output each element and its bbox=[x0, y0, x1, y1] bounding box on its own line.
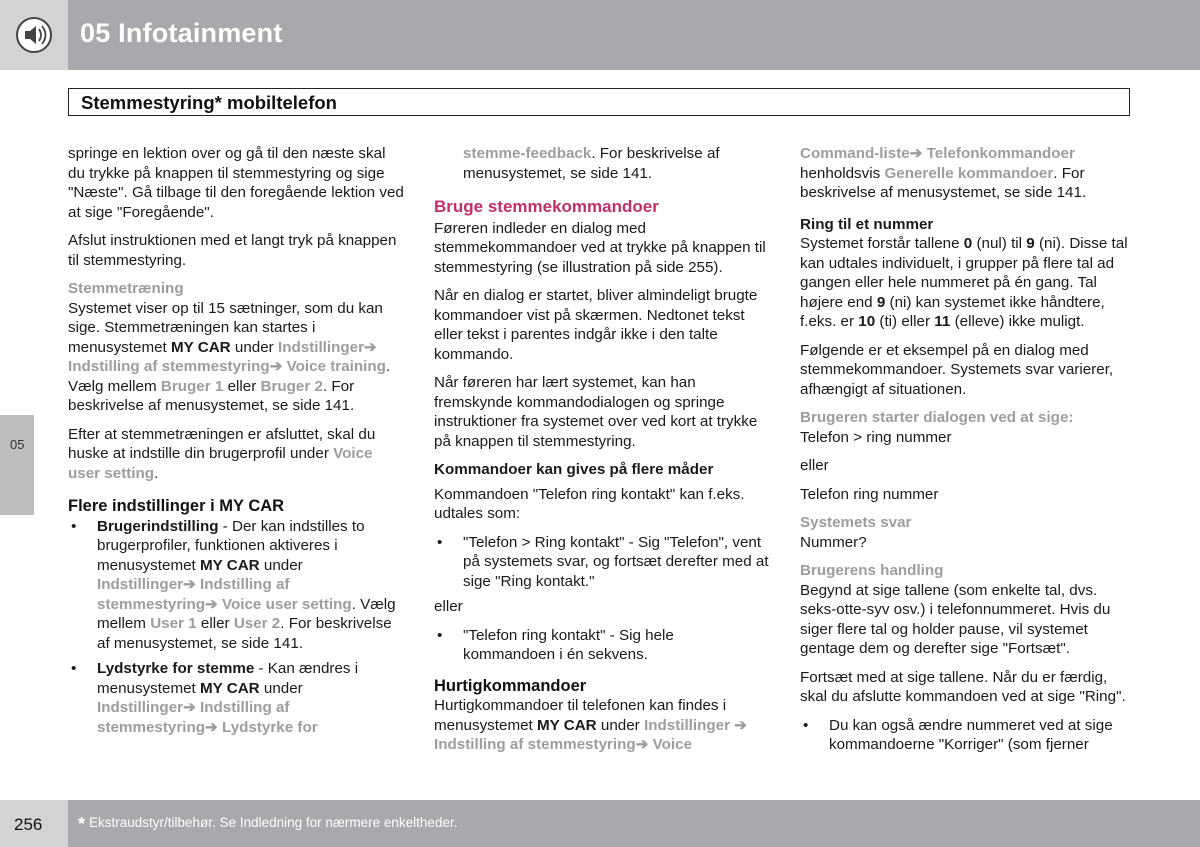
paragraph: Telefon > ring nummer bbox=[800, 428, 952, 446]
paragraph: Kommandoen "Telefon ring kontakt" kan f.eks. udtales som: bbox=[434, 485, 745, 522]
heading: Hurtigkommandoer bbox=[434, 676, 587, 695]
subheading: Systemets svar bbox=[800, 514, 912, 531]
paragraph: Efter at stemmetræningen er afsluttet, skal du huske at indstille din brugerprofil under Voice user setting. bbox=[68, 425, 376, 482]
paragraph: Begynd at sige tallene (som enkelte tal, dvs. seks-otte-syv osv.) i telefonnummeret. Hvis du siger flere tal og holder pause, vil systemet gentage dem og derefter sige "Fortsæt". bbox=[800, 581, 1111, 657]
paragraph: Telefon ring nummer bbox=[800, 485, 939, 503]
list-item: • "Telefon > Ring kontakt" - Sig "Telefon", vent på systemets svar, og fortsæt derefter med at sige "Ring kontakt." bbox=[434, 533, 770, 592]
heading: Bruge stemmekommandoer bbox=[434, 197, 659, 216]
list-item: • Lydstyrke for stemme - Kan ændres i menusystemet MY CAR under Indstillinger➔ Indstilling af stemmestyring➔ Lydstyrke for bbox=[68, 659, 404, 737]
paragraph: springe en lektion over og gå til den næste skal du trykke på knappen til stemmestyring og sige "Næste". Gå tilbage til den foregående lektion ved at sige "Foregående". bbox=[68, 145, 404, 221]
side-tab-label: 05 bbox=[10, 437, 25, 452]
subheading: Brugerens handling bbox=[800, 562, 944, 579]
list-item: • "Telefon ring kontakt" - Sig hele kommandoen i én sekvens. bbox=[434, 626, 770, 665]
heading: Ring til et nummer bbox=[800, 215, 934, 233]
heading: Kommandoer kan gives på flere måder bbox=[434, 461, 714, 478]
page-number: 256 bbox=[14, 815, 43, 834]
paragraph: Nummer? bbox=[800, 533, 867, 551]
subheading: Stemmetræning bbox=[68, 280, 184, 297]
chapter-title: 05 Infotainment bbox=[80, 18, 283, 48]
subheading: Brugeren starter dialogen ved at sige: bbox=[800, 409, 1074, 426]
paragraph: Følgende er et eksempel på en dialog med stemmekommandoer. Systemets svar varierer, afhængigt af situationen. bbox=[800, 341, 1114, 398]
paragraph: Fortsæt med at sige tallene. Når du er færdig, skal du afslutte kommandoen ved at sige "Ring". bbox=[800, 668, 1126, 705]
list-item: • Brugerindstilling - Der kan indstilles to brugerprofiler, funktionen aktiveres i menusystemet MY CAR under Indstillinger➔ Indstilling af stemmestyring➔ Voice user setting. Vælg mellem User 1 eller User 2. For beskrivelse af menusystemet, se side 141. bbox=[68, 517, 404, 654]
column-1 bbox=[68, 144, 404, 743]
list-item: • Du kan også ændre nummeret ved at sige kommandoerne "Korriger" (som fjerner bbox=[800, 716, 1136, 755]
paragraph: eller bbox=[800, 457, 829, 474]
paragraph: Command-liste➔ Telefonkommandoer henholdsvis Generelle kommandoer. For beskrivelse af menusystemet, se side 141. bbox=[800, 145, 1087, 201]
chapter-icon-box bbox=[0, 0, 68, 70]
paragraph: eller bbox=[434, 598, 463, 615]
footnote: * Ekstraudstyr/tilbehør. Se Indledning for nærmere enkeltheder. bbox=[78, 814, 458, 834]
paragraph: Systemet forstår tallene 0 (nul) til 9 (ni). Disse tal kan udtales individuelt, i grupper på flere tal ad gangen eller hele nummeret på én gang. Tal højere end 9 (ni) kan systemet ikke håndtere, f.eks. er 10 (ti) eller 11 (elleve) ikke muligt. bbox=[800, 235, 1128, 330]
side-chapter-tab bbox=[0, 415, 34, 515]
paragraph: Afslut instruktionen med et langt tryk på knappen til stemmestyring. bbox=[68, 232, 397, 269]
speaker-voice-icon bbox=[0, 0, 68, 70]
paragraph: Når en dialog er startet, bliver almindeligt brugte kommandoer vist på skærmen. Nedtonet tekst eller tekst i parentes indgår ikke i den talte kommando. bbox=[434, 287, 758, 363]
paragraph: Føreren indleder en dialog med stemmekommandoer ved at trykke på knappen til stemmestyring (se illustration på side 255). bbox=[434, 219, 766, 276]
paragraph: Hurtigkommandoer til telefonen kan findes i menusystemet MY CAR under Indstillinger ➔ Indstilling af stemmestyring➔ Voice bbox=[434, 697, 747, 753]
paragraph: Når føreren har lært systemet, kan han fremskynde kommandodialogen og springe instruktioner fra systemet over ved kort at trykke på knappen til stemmestyring. bbox=[434, 374, 758, 450]
section-title-box bbox=[68, 88, 1130, 116]
paragraph: stemme-feedback. For beskrivelse af menusystemet, se side 141. bbox=[463, 145, 720, 182]
column-2 bbox=[434, 144, 770, 764]
column-3 bbox=[800, 144, 1136, 761]
heading: Flere indstillinger i MY CAR bbox=[68, 497, 285, 515]
paragraph: Systemet viser op til 15 sætninger, som du kan sige. Stemmetræningen kan startes i menusystemet MY CAR under Indstillinger➔ Indstilling af stemmestyring➔ Voice training. Vælg mellem Bruger 1 eller Bruger 2. For beskrivelse af menusystemet, se side 141. bbox=[68, 299, 391, 414]
section-title: Stemmestyring* mobiltelefon bbox=[81, 92, 337, 113]
